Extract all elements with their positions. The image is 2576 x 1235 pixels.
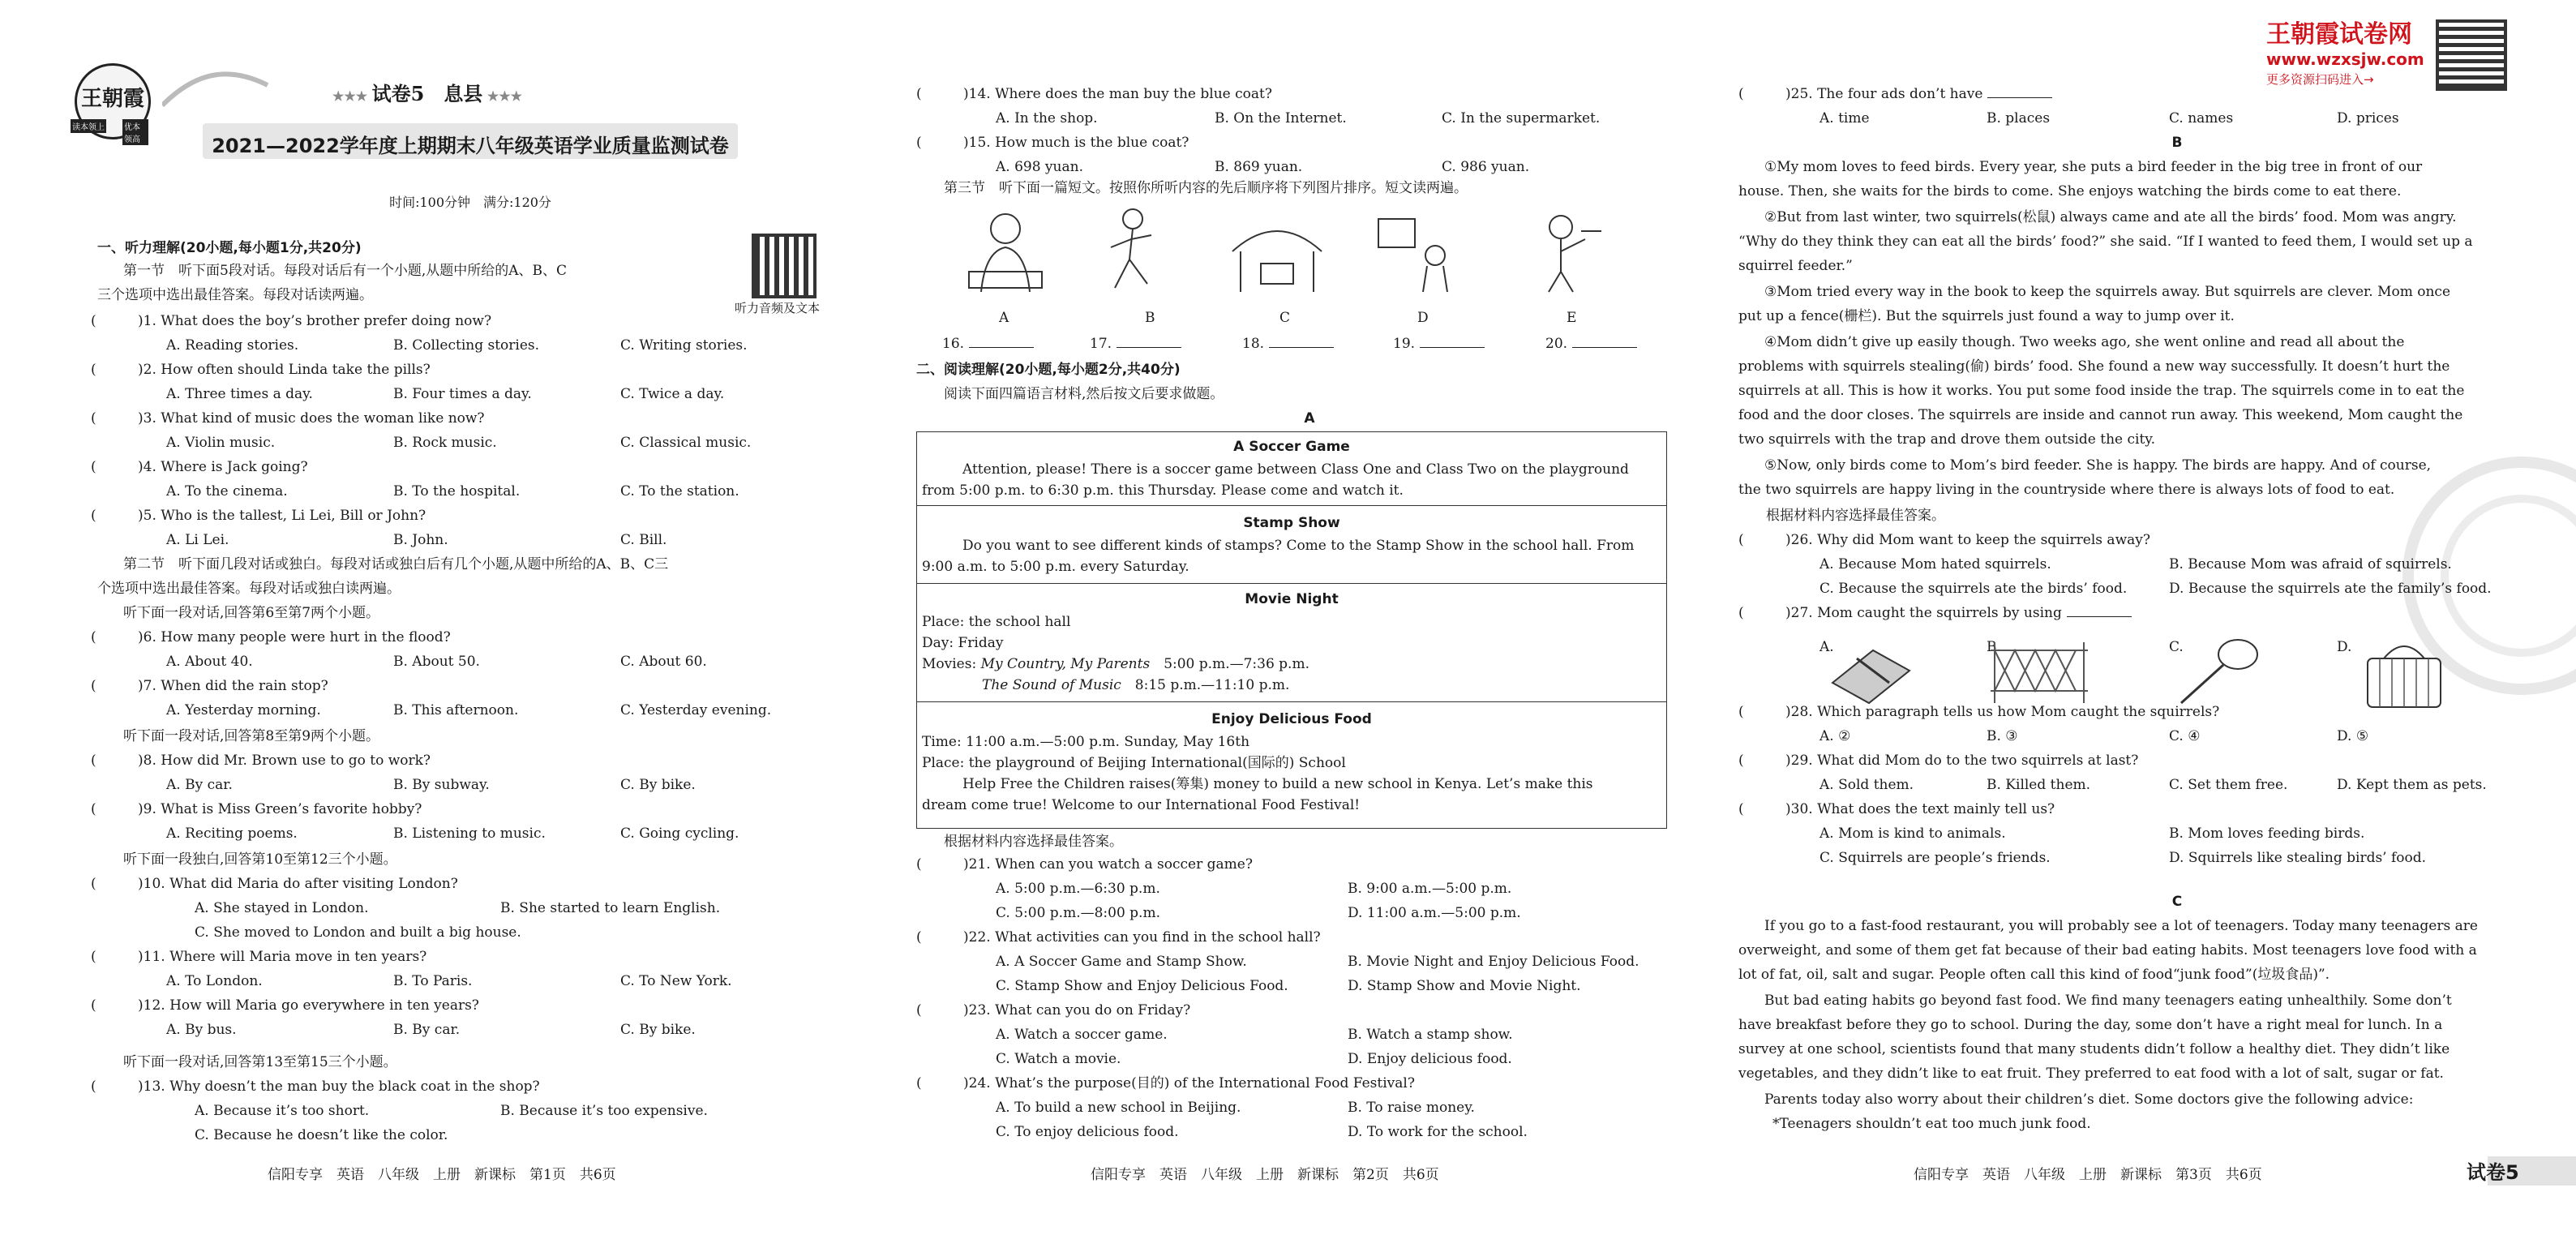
blank-number: 18. [1242,336,1265,352]
option-b[interactable]: B. ③ [1987,728,2018,744]
passage-c-line: But bad eating habits go beyond fast food. We find many teenagers eating unhealthily. Some don’t [1764,993,2452,1009]
stars-left-icon: ★★★ [332,88,372,104]
answer-paren[interactable]: ( [1738,753,1744,769]
option-b[interactable]: B. Four times a day. [393,386,532,402]
ad3-title: Movie Night [1245,591,1339,607]
option-c[interactable]: C. Stamp Show and Enjoy Delicious Food. [996,978,1288,994]
blank-number: 16. [942,336,965,352]
option-c[interactable]: C. To enjoy delicious food. [996,1124,1179,1140]
answer-paren[interactable]: ( [91,1078,96,1095]
option-c[interactable]: C. Because he doesn’t like the color. [195,1127,448,1143]
passage-b-line: put up a fence(栅栏). But the squirrels just found a way to jump over it. [1738,308,2235,324]
section2-heading: 二、阅读理解(20小题,每小题2分,共40分) [916,362,1181,378]
option-d[interactable]: D. To work for the school. [1348,1124,1528,1140]
option-a[interactable]: A. By car. [166,777,233,793]
option-b[interactable]: B. To the hospital. [393,483,521,500]
page3-footer: 信阳专享 英语 八年级 上册 新课标 第3页 共6页 [1914,1167,2262,1183]
option-a[interactable]: A. To build a new school in Beijing. [996,1100,1241,1116]
passage-c-line: *Teenagers shouldn’t eat too much junk food. [1772,1116,2091,1132]
passage-b-line: squirrel feeder.” [1738,258,1853,274]
option-c[interactable]: C. 986 yuan. [1442,159,1530,175]
answer-paren[interactable]: ( [916,856,922,873]
option-b[interactable]: B. By car. [393,1022,461,1038]
option-b[interactable]: B. Collecting stories. [393,337,540,354]
option-d[interactable]: D. ⑤ [2337,728,2369,744]
option-c[interactable]: C. 5:00 p.m.—8:00 p.m. [996,905,1160,921]
choose-intro-b: 根据材料内容选择最佳答案。 [1766,508,1945,524]
passage-b-line: two squirrels with the trap and drove them outside the city. [1738,431,2156,448]
passage-b-line: problems with squirrels stealing(偷) birds’ food. She found a new way successfully. It doesn’t hurt the [1738,358,2450,375]
ad-divider [917,505,1666,506]
answer-paren[interactable]: ( [91,753,96,769]
answer-paren[interactable]: ( [916,929,922,946]
part2-intro-a: 第二节 听下面几段对话或独白。每段对话或独白后有几个小题,从题中所给的A、B、C三 [123,556,669,572]
logo-tag-left: 读本领上 [71,119,106,133]
answer-paren[interactable]: ( [1738,532,1744,548]
option-b[interactable]: B. John. [393,532,448,548]
question-stem: )3. What kind of music does the woman like now? [138,410,485,427]
question-stem: )28. Which paragraph tells us how Mom caught the squirrels? [1785,704,2220,720]
answer-paren[interactable]: ( [91,997,96,1014]
passage-b-line: ①My mom loves to feed birds. Every year, she puts a bird feeder in the big tree in front of our [1764,159,2423,175]
answer-paren[interactable]: ( [1738,605,1744,621]
ad3-movies-label: Movies: [922,656,981,672]
option-c[interactable]: C. ④ [2169,728,2201,744]
section1-heading: 一、听力理解(20小题,每小题1分,共20分) [97,240,362,256]
option-c[interactable]: C. Writing stories. [620,337,748,354]
passage-b-line: food and the door closes. The squirrels are inside and cannot run away. This weekend, Mom caught the [1738,407,2463,423]
blank-number: 17. [1090,336,1112,352]
option-a[interactable]: A. 698 yuan. [996,159,1083,175]
lead-6-7: 听下面一段对话,回答第6至第7两个小题。 [123,605,380,621]
answer-paren[interactable]: ( [91,876,96,892]
paper-label-row [332,83,522,108]
question-stem: )15. How much is the blue coat? [963,135,1189,151]
answer-paren[interactable]: ( [91,949,96,965]
question-stem: )9. What is Miss Green’s favorite hobby? [138,801,422,817]
q25-stem-text: )25. The four ads don’t have [1785,86,1983,102]
option-b[interactable]: B. About 50. [393,654,480,670]
option-c[interactable]: C. Squirrels are people’s friends. [1819,850,2051,866]
option-b[interactable]: B. 9:00 a.m.—5:00 p.m. [1348,881,1512,897]
option-c[interactable]: C. Twice a day. [620,386,725,402]
paper-region: 息县 [444,82,483,105]
section2-intro: 阅读下面四篇语言材料,然后按文后要求做题。 [944,386,1224,402]
ad4-time: Time: 11:00 a.m.—5:00 p.m. Sunday, May 16th [922,734,1250,750]
option-a[interactable]: A. Reciting poems. [166,825,298,842]
lead-13-15: 听下面一段对话,回答第13至第15三个小题。 [123,1054,397,1070]
ad3-time2: 8:15 p.m.—11:10 p.m. [1121,677,1290,693]
question-stem: )8. How did Mr. Brown use to go to work? [138,753,431,769]
option-b[interactable]: B. This afternoon. [393,702,519,718]
option-b[interactable]: B. By subway. [393,777,490,793]
option-c[interactable]: C. Bill. [620,532,667,548]
passage-a-label: A [1304,410,1315,427]
ad4-line2: dream come true! Welcome to our International Food Festival! [922,797,1361,813]
answer-paren[interactable]: ( [91,313,96,329]
option-a[interactable]: A. Yesterday morning. [166,702,321,718]
option-b[interactable]: B. Rock music. [393,435,497,451]
option-c[interactable]: C. To New York. [620,973,732,989]
option-a[interactable]: A. To the cinema. [166,483,288,500]
option-d[interactable]: D. Squirrels like stealing birds’ food. [2169,850,2427,866]
passage-c-line: Parents today also worry about their children’s diet. Some doctors give the following advice: [1764,1091,2414,1108]
ad1-line2: from 5:00 p.m. to 6:30 p.m. this Thursday. Please come and watch it. [922,482,1404,499]
answer-paren[interactable]: ( [916,135,922,151]
answer-paren[interactable]: ( [916,1002,922,1018]
option-a[interactable]: A. Because Mom hated squirrels. [1819,556,2051,572]
option-b[interactable]: B. places [1987,110,2051,127]
question-stem: )12. How will Maria go everywhere in ten years? [138,997,479,1014]
answer-paren[interactable]: ( [1738,86,1744,102]
answer-paren[interactable]: ( [91,362,96,378]
qr-caption: 听力音频及文本 [735,301,821,315]
option-b-fence-image [1987,634,2092,707]
passage-b-line: squirrels at all. This is how it works. You put some food inside the trap. The squirrels come in to eat the [1738,383,2465,399]
ad4-place: Place: the playground of Beijing International(国际的) School [922,755,1346,771]
option-c[interactable]: C. To the station. [620,483,739,500]
ad3-movies-row-2 [982,677,1289,693]
ad3-movie1: My Country, My Parents [980,656,1151,672]
lead-8-9: 听下面一段对话,回答第8至第9两个小题。 [123,728,380,744]
picture-e-boy-eating [1524,207,1605,296]
question-stem: )30. What does the text mainly tell us? [1785,801,2055,817]
question-stem: )14. Where does the man buy the blue coat? [963,86,1272,102]
option-a[interactable]: A. ② [1819,728,1851,744]
part1-intro-a: 第一节 听下面5段对话。每段对话后有一个小题,从题中所给的A、B、C [123,263,567,279]
blank-line[interactable] [1572,336,1637,348]
option-a[interactable]: A. Violin music. [166,435,276,451]
qr-code-icon[interactable] [755,237,813,295]
option-b[interactable]: B. [1987,639,2001,655]
option-c[interactable]: C. In the supermarket. [1442,110,1601,127]
option-a[interactable]: A. Mom is kind to animals. [1819,825,2006,842]
option-c[interactable]: C. Classical music. [620,435,752,451]
passage-b-line: the two squirrels are happy living in the countryside where there is always lots of food to eat. [1738,482,2395,498]
blank-number: 20. [1545,336,1568,352]
answer-blank-16[interactable] [942,336,1034,352]
question-stem: )21. When can you watch a soccer game? [963,856,1253,873]
option-b[interactable]: B. Because Mom was afraid of squirrels. [2169,556,2452,572]
option-d[interactable]: D. prices [2337,110,2399,127]
option-d[interactable]: D. Kept them as pets. [2337,777,2487,793]
picture-b-running-boy [1099,203,1164,296]
option-c[interactable]: C. Going cycling. [620,825,739,842]
ad4-title: Enjoy Delicious Food [1211,711,1372,727]
option-a-mouse-trap-image [1824,634,1914,707]
answer-paren[interactable]: ( [91,801,96,817]
brand-slogan: 更多资源扫码进入→ [2266,72,2374,87]
option-c[interactable]: C. Yesterday evening. [620,702,772,718]
option-c-net-image [2173,634,2262,707]
ad3-day: Day: Friday [922,635,1004,651]
brand-qr-code-icon[interactable] [2439,23,2504,88]
part3-intro: 第三节 听下面一篇短文。按照你所听内容的先后顺序将下列图片排序。短文读两遍。 [944,180,1468,196]
picture-a-girl-with-books [961,203,1050,296]
option-b[interactable]: B. She started to learn English. [500,900,721,916]
q27-blank[interactable] [2067,605,2132,617]
option-b[interactable]: B. On the Internet. [1215,110,1347,127]
blank-line[interactable] [1269,336,1334,348]
ad3-movie2: The Sound of Music [982,677,1121,693]
option-c[interactable]: C. About 60. [620,654,707,670]
option-d[interactable]: D. Enjoy delicious food. [1348,1051,1512,1067]
decorative-swoosh [162,65,276,114]
picture-c-restaurant [1224,207,1330,296]
blank-line[interactable] [1420,336,1485,348]
ad3-movies-row-1 [922,656,1309,672]
blank-number: 19. [1393,336,1416,352]
option-c[interactable]: C. By bike. [620,1022,696,1038]
question-stem: )13. Why doesn’t the man buy the black coat in the shop? [138,1078,540,1095]
option-d[interactable]: D. Because the squirrels ate the family’s food. [2169,581,2492,597]
part1-intro-b: 三个选项中选出最佳答案。每段对话读两遍。 [97,287,373,303]
option-b[interactable]: B. Listening to music. [393,825,546,842]
option-b[interactable]: B. 869 yuan. [1215,159,1303,175]
answer-paren[interactable]: ( [916,1075,922,1091]
option-b[interactable]: B. Movie Night and Enjoy Delicious Food. [1348,954,1639,970]
question-stem: )22. What activities can you find in the school hall? [963,929,1321,946]
answer-paren[interactable]: ( [91,410,96,427]
page-title: 2021—2022学年度上期期末八年级英语学业质量监测试卷 [212,135,729,157]
page-1 [0,0,859,1235]
option-a[interactable]: A. She stayed in London. [195,900,369,916]
ad3-place: Place: the school hall [922,614,1071,630]
question-stem: )23. What can you do on Friday? [963,1002,1191,1018]
q27-stem-text: )27. Mom caught the squirrels by using [1785,605,2062,621]
option-a[interactable]: A. Sold them. [1819,777,1914,793]
logo-tag-right: 优本领高 [122,119,148,145]
page-3 [1719,0,2576,1235]
picture-d-tv-and-boy [1374,211,1455,296]
question-stem: )4. Where is Jack going? [138,459,308,475]
option-c[interactable]: C. Set them free. [2169,777,2288,793]
passage-b-line: ③Mom tried every way in the book to keep the squirrels away. But squirrels are clever. Mom once [1764,284,2451,300]
question-stem [1785,86,2052,102]
answer-paren[interactable]: ( [91,678,96,694]
passage-b-label: B [2171,135,2183,151]
ads-box [916,431,1667,829]
answer-paren[interactable]: ( [91,508,96,524]
picture-label: A [999,310,1009,326]
question-stem: )1. What does the boy’s brother prefer doing now? [138,313,492,329]
option-d-cage-image [2360,634,2449,711]
question-stem: )24. What’s the purpose(目的) of the International Food Festival? [963,1075,1415,1091]
page2-footer: 信阳专享 英语 八年级 上册 新课标 第2页 共6页 [1091,1167,1439,1183]
passage-c-label: C [2171,894,2183,910]
title-banner [203,123,738,159]
answer-paren[interactable]: ( [916,86,922,102]
question-stem: )5. Who is the tallest, Li Lei, Bill or John? [138,508,426,524]
option-b[interactable]: B. Mom loves feeding birds. [2169,825,2365,842]
passage-c-line: survey at one school, scientists found that many students didn’t follow a healthy diet. They didn’t like [1738,1041,2450,1057]
option-d[interactable]: D. Stamp Show and Movie Night. [1348,978,1581,994]
time-score: 时间:100分钟 满分:120分 [389,195,551,210]
ad3-time1: 5:00 p.m.—7:36 p.m. [1150,656,1309,672]
option-c[interactable]: C. names [2169,110,2234,127]
brand-logo [72,63,151,144]
ad4-line1: Help Free the Children raises(筹集) money to build a new school in Kenya. Let’s make this [962,776,1593,792]
q25-blank[interactable] [1987,86,2052,98]
choose-intro-a: 根据材料内容选择最佳答案。 [944,834,1123,850]
passage-b-line: house. Then, she waits for the birds to come. She enjoys watching the birds come to eat there. [1738,183,2402,199]
option-b[interactable]: B. To Paris. [393,973,473,989]
option-a[interactable]: A. Li Lei. [166,532,229,548]
passage-c-line: have breakfast before they go to school. During the day, some don’t have a right meal for lunch. In a [1738,1017,2443,1033]
stars-right-icon: ★★★ [482,88,522,104]
option-a[interactable]: A. About 40. [166,654,253,670]
answer-paren[interactable]: ( [1738,704,1744,720]
option-a[interactable]: A. Three times a day. [166,386,313,402]
passage-b-line: “Why do they think they can eat all the birds’ food?” she said. “If I wanted to feed them, I would set up a [1738,234,2473,250]
page1-footer: 信阳专享 英语 八年级 上册 新课标 第1页 共6页 [268,1167,616,1183]
option-a[interactable]: A. 5:00 p.m.—6:30 p.m. [996,881,1160,897]
question-stem: )29. What did Mom do to the two squirrels at last? [1785,753,2139,769]
option-a[interactable]: A. In the shop. [996,110,1098,127]
question-stem [1785,605,2132,621]
blank-line[interactable] [1117,336,1181,348]
blank-line[interactable] [969,336,1034,348]
option-b[interactable]: B. To raise money. [1348,1100,1475,1116]
option-c[interactable]: C. Because the squirrels ate the birds’ food. [1819,581,2128,597]
option-a[interactable]: A. Reading stories. [166,337,299,354]
page-2 [892,0,1719,1235]
corner-label: 试卷5 [2467,1161,2519,1184]
ad-divider [917,583,1666,584]
passage-b-line: ⑤Now, only birds come to Mom’s bird feeder. She is happy. The birds are happy. And of course, [1764,457,2432,474]
answer-blank-19[interactable] [1393,336,1485,352]
answer-blank-18[interactable] [1242,336,1334,352]
ad2-line2: 9:00 a.m. to 5:00 p.m. every Saturday. [922,559,1189,575]
option-a[interactable]: A. A Soccer Game and Stamp Show. [996,954,1247,970]
passage-c-line: If you go to a fast-food restaurant, you will probably see a lot of teenagers. Today many teenagers are [1764,918,2478,934]
question-stem: )6. How many people were hurt in the flood? [138,629,451,645]
ad1-title: A Soccer Game [1233,439,1350,455]
question-stem: )2. How often should Linda take the pills? [138,362,431,378]
paper-label: 试卷5 [371,82,425,105]
option-b[interactable]: B. Watch a stamp show. [1348,1027,1513,1043]
answer-paren[interactable]: ( [91,459,96,475]
option-a[interactable]: A. Watch a soccer game. [996,1027,1168,1043]
passage-b-line: ②But from last winter, two squirrels(松鼠) always came and ate all the birds’ food. Mom was angry. [1764,209,2457,225]
answer-paren[interactable]: ( [1738,801,1744,817]
picture-label: C [1279,310,1291,326]
option-c[interactable]: C. [2169,639,2184,655]
brand-url: www.wzxsjw.com [2266,49,2424,69]
option-a[interactable]: A. [1819,639,1834,655]
option-a[interactable]: A. Because it’s too short. [195,1103,370,1119]
question-stem: )10. What did Maria do after visiting London? [138,876,458,892]
question-stem: )7. When did the rain stop? [138,678,328,694]
ad-divider [917,701,1666,702]
question-stem: )26. Why did Mom want to keep the squirrels away? [1785,532,2150,548]
option-d[interactable]: D. 11:00 a.m.—5:00 p.m. [1348,905,1521,921]
option-c[interactable]: C. She moved to London and built a big house. [195,924,521,941]
passage-c-line: overweight, and some of them get fat because of their bad eating habits. Most teenagers love food with a [1738,942,2477,958]
ad2-title: Stamp Show [1243,515,1340,531]
picture-label: D [1417,310,1429,326]
part2-intro-b: 个选项中选出最佳答案。每段对话或独白读两遍。 [97,581,401,597]
option-c[interactable]: C. Watch a movie. [996,1051,1121,1067]
lead-10-12: 听下面一段独白,回答第10至第12三个小题。 [123,851,397,868]
passage-c-line: vegetables, and they didn’t like to eat fruit. They preferred to eat food with a lot of salt, sugar or fat. [1738,1066,2444,1082]
logo-text: 王朝霞 [80,87,144,111]
brand-name: 王朝霞试卷网 [2266,20,2412,49]
option-c[interactable]: C. By bike. [620,777,696,793]
picture-label: E [1567,310,1577,326]
question-stem: )11. Where will Maria move in ten years? [138,949,427,965]
answer-blank-20[interactable] [1545,336,1637,352]
option-a[interactable]: A. To London. [166,973,263,989]
answer-blank-17[interactable] [1090,336,1181,352]
option-a[interactable]: A. time [1819,110,1870,127]
picture-label: B [1145,310,1155,326]
option-a[interactable]: A. By bus. [166,1022,237,1038]
option-d[interactable]: D. [2337,639,2352,655]
ad1-line1: Attention, please! There is a soccer game between Class One and Class Two on the playground [962,461,1629,478]
ad2-line1: Do you want to see different kinds of stamps? Come to the Stamp Show in the school hall. From [962,538,1635,554]
passage-c-line: lot of fat, oil, salt and sugar. People often call this kind of food“junk food”(垃圾食品)”. [1738,967,2330,983]
option-b[interactable]: B. Because it’s too expensive. [500,1103,708,1119]
answer-paren[interactable]: ( [91,629,96,645]
passage-b-line: ④Mom didn’t give up easily though. Two weeks ago, she went online and read all about the [1764,334,2405,350]
option-b[interactable]: B. Killed them. [1987,777,2091,793]
